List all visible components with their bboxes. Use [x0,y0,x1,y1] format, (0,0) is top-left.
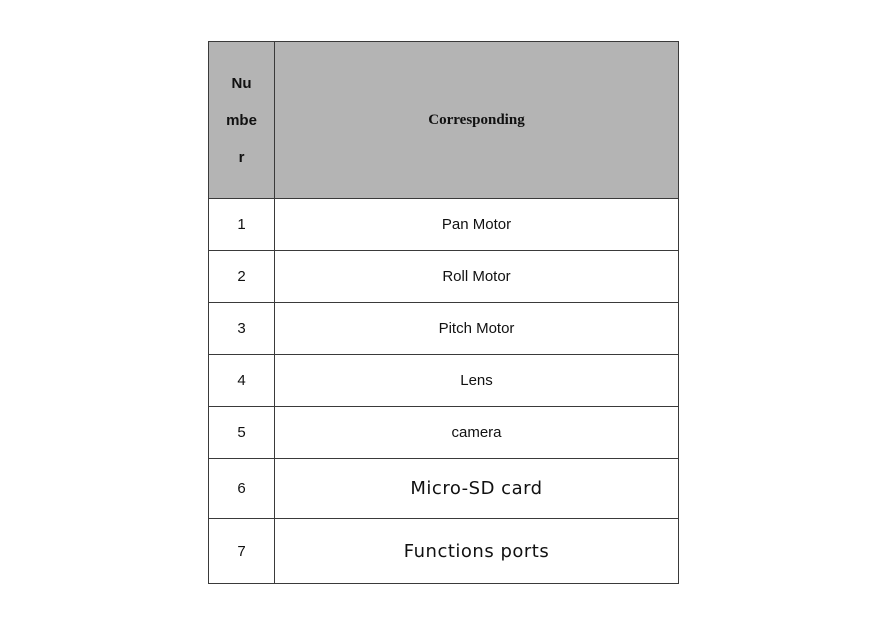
component-table [208,41,679,584]
number-header-line: mbe [226,111,257,129]
row-label: Lens [275,355,679,407]
row-label: Pan Motor [275,199,679,251]
row-number: 2 [209,251,275,303]
row-number: 4 [209,355,275,407]
table-row [209,407,679,459]
table-row [209,519,679,584]
row-number: 1 [209,199,275,251]
corresponding-column-header: Corresponding [275,42,679,199]
table-row [209,303,679,355]
row-label: Functions ports [275,519,679,584]
row-label: Micro-SD card [275,459,679,519]
table-row [209,459,679,519]
number-header-line: r [238,148,245,166]
table-row [209,355,679,407]
table-row [209,251,679,303]
table-header-row [209,42,679,199]
row-label: Pitch Motor [275,303,679,355]
row-label: camera [275,407,679,459]
row-number: 7 [209,519,275,584]
table-row [209,199,679,251]
row-number: 3 [209,303,275,355]
row-number: 6 [209,459,275,519]
number-header-line: Nu [231,74,252,92]
row-number: 5 [209,407,275,459]
row-label: Roll Motor [275,251,679,303]
number-column-header [209,42,275,199]
